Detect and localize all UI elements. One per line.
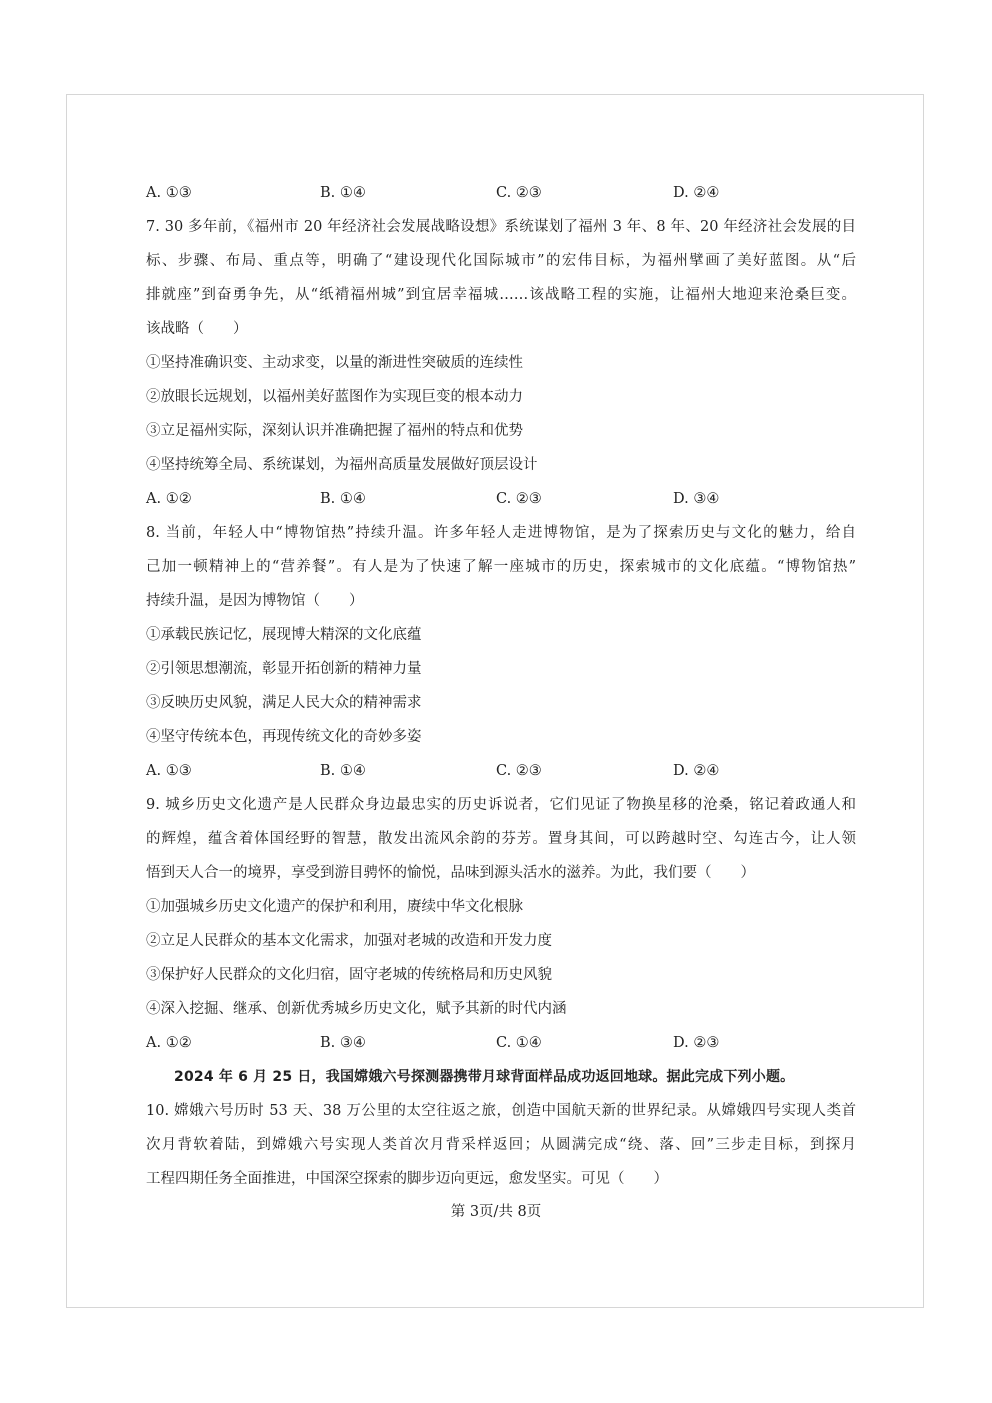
question-9	[146, 788, 856, 1060]
question-text: 该战略（ ）	[146, 321, 248, 337]
question-text: 的辉煌，蕴含着体国经野的智慧，散发出流风余韵的芬芳。置身其间，可以跨越时空、勾连古今，让人领	[146, 831, 856, 847]
option-d: D. ③④	[673, 491, 720, 507]
option-d: D. ②④	[673, 763, 720, 779]
option-b: B. ①④	[320, 491, 366, 507]
question-text: 排就座”到奋勇争先，从“纸褙福州城”到宜居幸福城……该战略工程的实施，让福州大地迎来沧桑巨变。	[146, 287, 856, 303]
question-text: 工程四期任务全面推进，中国深空探索的脚步迈向更远，愈发坚实。可见（ ）	[146, 1171, 668, 1187]
question-text: 己加一顿精神上的“营养餐”。有人是为了快速了解一座城市的历史，探索城市的文化底蕴。“博物馆热”	[146, 559, 856, 575]
option-c: C. ②③	[496, 491, 542, 507]
question-text: 悟到天人合一的境界，享受到游目骋怀的愉悦，品味到源头活水的滋养。为此，我们要（ ）	[146, 865, 755, 881]
option-c: C. ①④	[496, 1035, 542, 1051]
question-text: 9. 城乡历史文化遗产是人民群众身边最忠实的历史诉说者，它们见证了物换星移的沧桑，铭记着政通人和	[146, 797, 856, 813]
option-b: B. ①④	[320, 763, 366, 779]
question-10	[146, 1094, 856, 1196]
statement-2: ②引领思想潮流，彰显开拓创新的精神力量	[146, 661, 422, 677]
q7-options	[146, 482, 856, 516]
question-text: 8. 当前，年轻人中“博物馆热”持续升温。许多年轻人走进博物馆，是为了探索历史与文化的魅力，给自	[146, 525, 856, 541]
option-b: B. ③④	[320, 1035, 366, 1051]
statement-2: ②立足人民群众的基本文化需求，加强对老城的改造和开发力度	[146, 933, 552, 949]
statement-1: ①承载民族记忆，展现博大精深的文化底蕴	[146, 627, 422, 643]
q6-options	[146, 176, 856, 210]
question-8	[146, 516, 856, 788]
question-text: 持续升温，是因为博物馆（ ）	[146, 593, 364, 609]
option-c: C. ②③	[496, 763, 542, 779]
question-text: 10. 嫦娥六号历时 53 天、38 万公里的太空往返之旅，创造中国航天新的世界纪录。从嫦娥四号实现人类首	[146, 1103, 856, 1119]
option-a: A. ①②	[146, 491, 192, 507]
option-d: D. ②③	[673, 1035, 720, 1051]
statement-4: ④深入挖掘、继承、创新优秀城乡历史文化，赋予其新的时代内涵	[146, 1001, 567, 1017]
statement-3: ③保护好人民群众的文化归宿，固守老城的传统格局和历史风貌	[146, 967, 552, 983]
statement-1: ①加强城乡历史文化遗产的保护和利用，赓续中华文化根脉	[146, 899, 523, 915]
statement-4: ④坚持统筹全局、系统谋划，为福州高质量发展做好顶层设计	[146, 457, 538, 473]
option-a: A. ①③	[146, 185, 192, 201]
option-d: D. ②④	[673, 185, 720, 201]
statement-3: ③反映历史风貌，满足人民大众的精神需求	[146, 695, 422, 711]
question-text: 次月背软着陆，到嫦娥六号实现人类首次月背采样返回；从圆满完成“绕、落、回”三步走目标，到探月	[146, 1137, 856, 1153]
q9-options	[146, 1026, 856, 1060]
option-b: B. ①④	[320, 185, 366, 201]
statement-3: ③立足福州实际，深刻认识并准确把握了福州的特点和优势	[146, 423, 523, 439]
option-a: A. ①②	[146, 1035, 192, 1051]
question-text: 标、步骤、布局、重点等，明确了“建设现代化国际城市”的宏伟目标，为福州擘画了美好蓝图。从“后	[146, 253, 856, 269]
material-intro: 2024 年 6 月 25 日，我国嫦娥六号探测器携带月球背面样品成功返回地球。据此完成下列小题。	[174, 1069, 795, 1085]
statement-4: ④坚守传统本色，再现传统文化的奇妙多姿	[146, 729, 422, 745]
q8-options	[146, 754, 856, 788]
option-c: C. ②③	[496, 185, 542, 201]
statement-1: ①坚持准确识变、主动求变，以量的渐进性突破质的连续性	[146, 355, 523, 371]
page-number: 第 3页/共 8页	[450, 1204, 542, 1220]
question-7	[146, 210, 856, 516]
option-a: A. ①③	[146, 763, 192, 779]
statement-2: ②放眼长远规划，以福州美好蓝图作为实现巨变的根本动力	[146, 389, 523, 405]
question-text: 7. 30 多年前，《福州市 20 年经济社会发展战略设想》系统谋划了福州 3 年、8 年、20 年经济社会发展的目	[146, 219, 856, 235]
exam-content	[146, 176, 856, 1196]
